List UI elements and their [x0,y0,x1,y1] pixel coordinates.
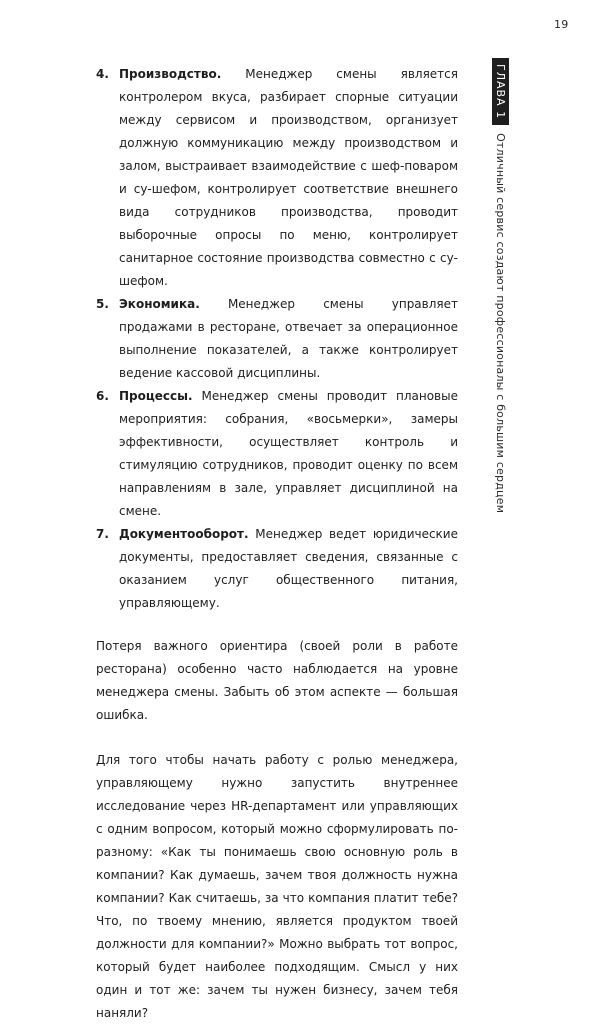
list-item-text: Менеджер смены является контролером вкуса, разбирает спорные ситуации между сервисом и производством, организует должную коммуникацию между производством и залом, выстраивает взаимодействие с шеф-поваром и су-шефом, контролирует соответствие внешнего вида сотрудников производства, проводит выборочные опросы по меню, контролирует санитарное состояние производства совместно с су-шефом. [119,67,458,288]
chapter-subtitle: Отличный сервис создают профессионалы с большим сердцем [494,133,508,514]
list-item-title: Документооборот. [119,527,249,541]
list-item-documents [96,523,458,615]
responsibilities-list [96,63,458,615]
list-item-text: Менеджер смены управляет продажами в ресторане, отвечает за операционное выполнение показателей, а также контролирует ведение кассовой дисциплины. [119,297,458,380]
body-paragraph: Для того чтобы начать работу с ролью менеджера, управляющему нужно запустить внутреннее исследование через HR-департамент или управляющих с одним вопросом, который можно сформулировать по-разному: «Как ты понимаешь свою основную роль в компании? Как думаешь, зачем твоя должность нужна компании? Как считаешь, за что компания платит тебе? Что, по твоему мнению, является продуктом твоей должности для компании?» Можно выбрать тот вопрос, который будет наиболее подходящим. Смысл у них один и тот же: зачем ты нужен бизнесу, зачем тебя наняли? [96,753,458,1020]
list-item-number: 4. [96,67,109,81]
list-item-number: 7. [96,527,109,541]
list-item-number: 5. [96,297,109,311]
list-item-economics [96,293,458,385]
list-item-production [96,63,458,293]
list-item-title: Экономика. [119,297,200,311]
list-item-number: 6. [96,389,109,403]
list-item-text: Менеджер смены проводит плановые мероприятия: собрания, «восьмерки», замеры эффективности, осуществляет контроль и стимуляцию сотрудников, проводит оценку по всем направлениям в зале, управляет дисциплиной на смене. [119,389,458,518]
list-item-processes [96,385,458,523]
page-number: 19 [554,18,569,31]
page-content [96,63,458,1025]
list-item-text: Менеджер ведет юридические документы, предоставляет сведения, связанные с оказанием услуг общественного питания, управляющему. [119,527,458,610]
body-paragraph: Потеря важного ориентира (своей роли в работе ресторана) особенно часто наблюдается на уровне менеджера смены. Забыть об этом аспекте — большая ошибка. [96,639,458,722]
chapter-sidebar [486,58,516,658]
list-item-title: Производство. [119,67,222,81]
chapter-label: ГЛАВА 1 [493,58,510,125]
list-item-title: Процессы. [119,389,193,403]
